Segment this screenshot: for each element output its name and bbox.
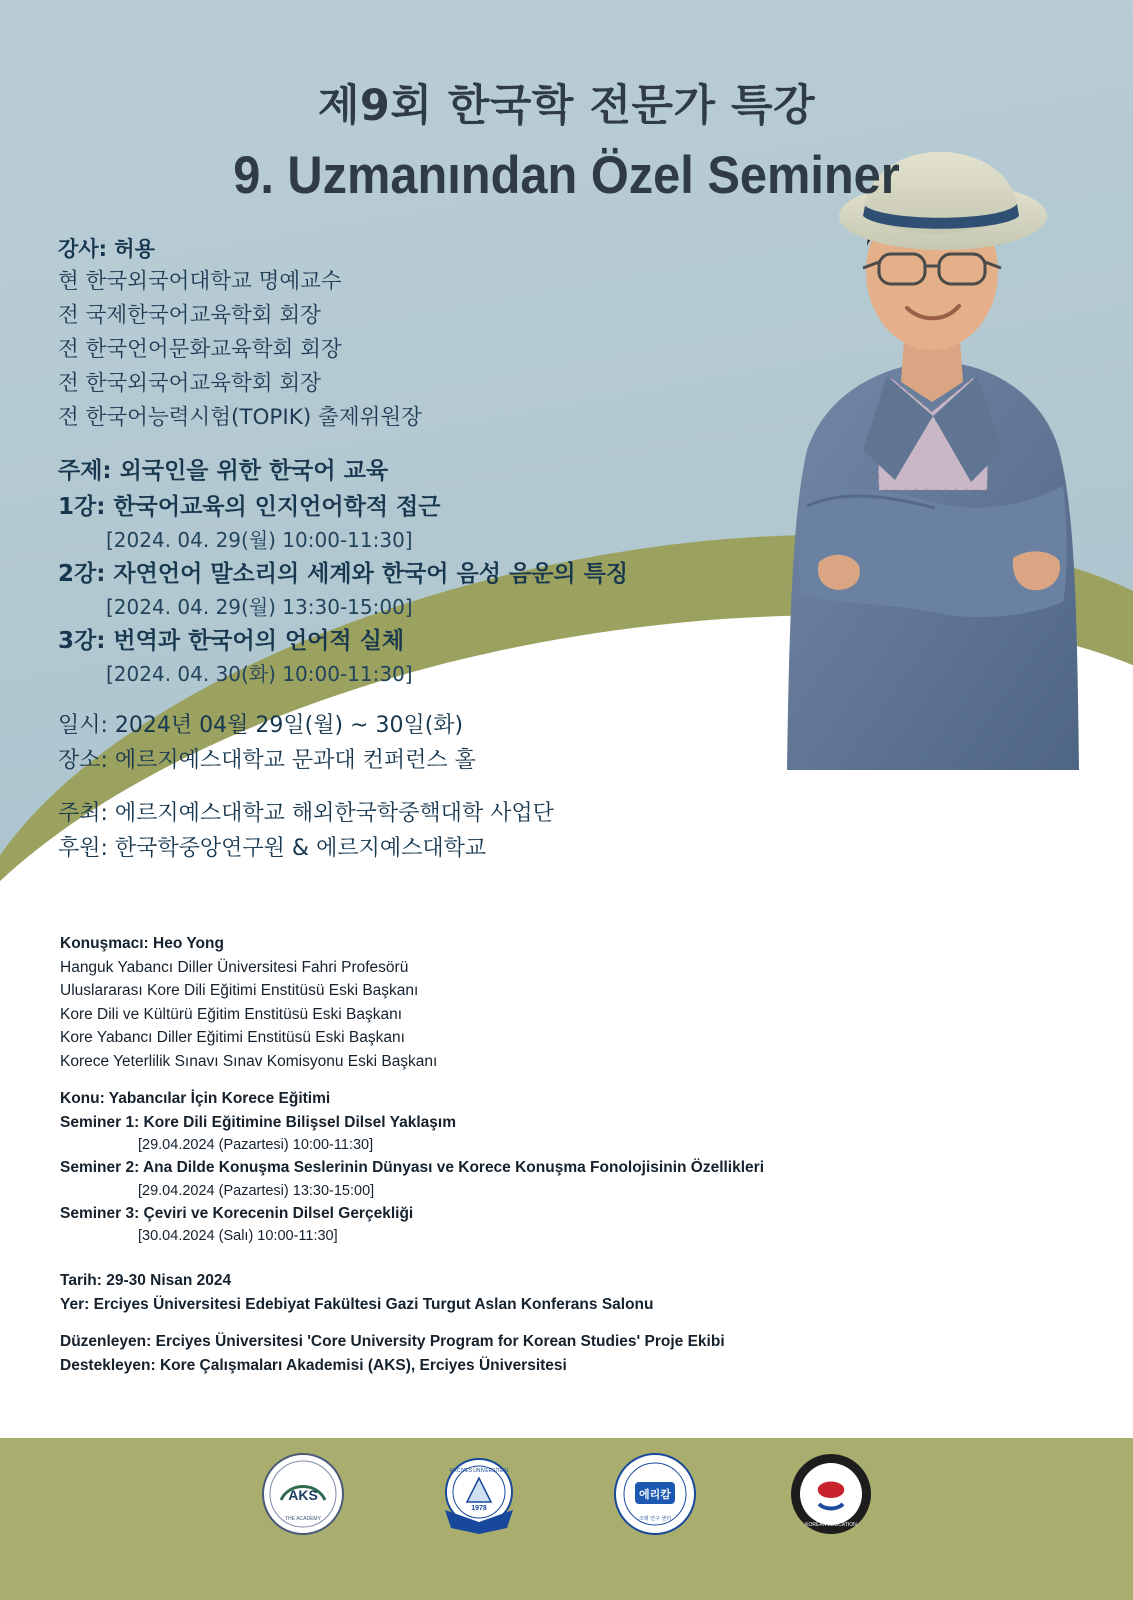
korean-language-education-logo — [789, 1452, 873, 1536]
korean-session-title: 1강: 한국어교육의 인지언어학적 접근 — [58, 494, 441, 520]
turkish-session-title: Seminer 1: Kore Dili Eğitimine Bilişsel Dilsel Yaklaşım — [60, 1113, 456, 1131]
svg-text:KOREAN EDUCATION: KOREAN EDUCATION — [804, 1522, 857, 1528]
turkish-session-title: Seminer 2: Ana Dilde Konuşma Seslerinin Dünyası ve Korece Konuşma Fonolojisinin Özellikleri — [60, 1159, 765, 1176]
korean-credential: 현 한국외국어대학교 명예교수 — [58, 269, 342, 294]
korean-session-date: [2024. 04. 29(월) 13:30-15:00] — [106, 595, 413, 619]
turkish-credential: Kore Dili ve Kültürü Eğitim Enstitüsü Eski Başkanı — [60, 1005, 402, 1023]
korean-topic: 주제: 외국인을 위한 한국어 교육 — [58, 458, 389, 484]
spacer — [58, 690, 758, 708]
turkish-credential: Hanguk Yabancı Diller Üniversitesi Fahri Profesörü — [60, 958, 409, 976]
spacer — [60, 1316, 1070, 1330]
svg-text:1978: 1978 — [470, 1505, 487, 1512]
korean-session-title: 2강: 자연언어 말소리의 세계와 한국어 음성 음운의 특징 — [58, 561, 629, 587]
spacer — [58, 435, 758, 453]
svg-text:THE ACADEMY: THE ACADEMY — [284, 1516, 321, 1522]
korean-place-line: 장소: 에르지예스대학교 문과대 컨퍼런스 홀 — [58, 748, 476, 773]
aks-logo — [261, 1452, 345, 1536]
korean-credential: 전 국제한국어교육학회 회장 — [58, 303, 321, 328]
korean-session-title: 3강: 번역과 한국어의 언어적 실체 — [58, 628, 405, 654]
turkish-supporter-line: Destekleyen: Kore Çalışmaları Akademisi (AKS), Erciyes Üniversitesi — [60, 1356, 567, 1374]
turkish-session-title: Seminer 3: Çeviri ve Korecenin Dilsel Gerçekliği — [60, 1204, 414, 1222]
svg-text:ERCİYES ÜNİVERSİTESİ: ERCİYES ÜNİVERSİTESİ — [449, 1468, 508, 1474]
korean-credential: 전 한국언어문화교육학회 회장 — [58, 337, 342, 362]
korean-credential: 전 한국외국어교육학회 회장 — [58, 371, 321, 396]
page-title-korean: 제9회 한국학 전문가 특강 — [317, 81, 816, 131]
korean-host-line: 주최: 에르지예스대학교 해외한국학중핵대학 사업단 — [58, 801, 554, 826]
svg-text:에리캄: 에리캄 — [638, 1488, 671, 1501]
turkish-credential: Kore Yabancı Diller Eğitimi Enstitüsü Eski Başkanı — [60, 1029, 405, 1046]
turkish-topic: Konu: Yabancılar İçin Korece Eğitimi — [60, 1090, 331, 1107]
turkish-date-line: Tarih: 29-30 Nisan 2024 — [60, 1272, 232, 1289]
turkish-session-date: [29.04.2024 (Pazartesi) 13:30-15:00] — [138, 1182, 375, 1199]
korean-lecturer-label: 강사: 허용 — [58, 237, 155, 261]
korean-support-line: 후원: 한국학중앙연구원 & 에르지예스대학교 — [58, 836, 487, 861]
korean-session-date: [2024. 04. 29(월) 10:00-11:30] — [106, 528, 413, 552]
erikam-logo — [613, 1452, 697, 1536]
svg-text:코레 연구 센터: 코레 연구 센터 — [638, 1516, 671, 1522]
turkish-session-date: [30.04.2024 (Salı) 10:00-11:30] — [138, 1228, 338, 1244]
svg-text:AKS: AKS — [287, 1487, 318, 1503]
turkish-place-line: Yer: Erciyes Üniversitesi Edebiyat Fakültesi Gazi Turgut Aslan Konferans Salonu — [60, 1295, 654, 1313]
spacer — [60, 1073, 1070, 1087]
korean-date-line: 일시: 2024년 04월 29일(월) ~ 30일(화) — [58, 713, 464, 738]
korean-credential: 전 한국어능력시험(TOPIK) 출제위원장 — [58, 405, 422, 430]
turkish-content-block — [60, 932, 1070, 1377]
turkish-credential: Korece Yeterlilik Sınavı Sınav Komisyonu Eski Başkanı — [60, 1052, 438, 1070]
turkish-credential: Uluslararası Kore Dili Eğitimi Enstitüsü Eski Başkanı — [60, 982, 419, 999]
logo-row — [0, 1452, 1133, 1536]
korean-session-date: [2024. 04. 30(화) 10:00-11:30] — [106, 662, 413, 686]
turkish-session-date: [29.04.2024 (Pazartesi) 10:00-11:30] — [138, 1137, 374, 1153]
speaker-photo — [767, 150, 1097, 770]
spacer — [58, 778, 758, 796]
turkish-speaker-label: Konuşmacı: Heo Yong — [60, 935, 224, 952]
spacer — [60, 1247, 1070, 1269]
erciyes-university-logo — [437, 1452, 521, 1536]
korean-content-block — [58, 233, 758, 866]
turkish-organizer-line: Düzenleyen: Erciyes Üniversitesi 'Core University Program for Korean Studies' Proje Ekibi — [60, 1333, 725, 1350]
page-title-turkish: 9. Uzmanından Özel Seminer — [233, 146, 900, 205]
